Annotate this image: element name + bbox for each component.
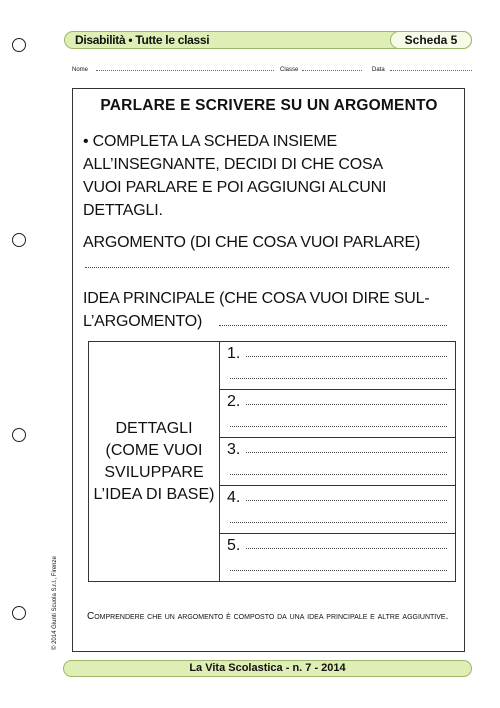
detail-row-2[interactable] (220, 390, 456, 438)
binder-hole-2 (12, 233, 26, 247)
argomento-label: ARGOMENTO (DI CHE COSA VUOI PARLARE) (83, 234, 421, 251)
detail-row-4[interactable] (220, 486, 456, 534)
header-bar (64, 31, 472, 49)
binder-hole-1 (12, 38, 26, 52)
argomento-answer-line[interactable] (85, 267, 449, 268)
detail-row-5[interactable] (220, 534, 456, 582)
classe-label: Classe (280, 67, 299, 73)
details-table (88, 341, 456, 582)
detail-number: 4. (227, 489, 241, 506)
binder-hole-4 (12, 606, 26, 620)
instruction-line: ALL’INSEGNANTE, DECIDI DI CHE COSA (83, 156, 383, 173)
details-label: DETTAGLI (COME VUOI SVILUPPARE L’IDEA DI BASE) (89, 342, 220, 582)
section-label: Disabilità • Tutte le classi (75, 33, 210, 47)
detail-number: 1. (227, 345, 241, 362)
copyright-text: © 2014 Giunti Scuola S.r.l., Firenze (52, 556, 58, 650)
sheet-tab: Scheda 5 (390, 31, 472, 49)
nome-field[interactable] (96, 70, 274, 71)
idea-label-line1: IDEA PRINCIPALE (CHE COSA VUOI DIRE SUL- (83, 290, 430, 307)
detail-row-1[interactable] (220, 342, 456, 390)
instruction (83, 130, 386, 222)
detail-number: 5. (227, 537, 241, 554)
binder-hole-3 (12, 428, 26, 442)
instruction-line: DETTAGLI. (83, 202, 163, 219)
instruction-line: VUOI PARLARE E POI AGGIUNGI ALCUNI (83, 179, 387, 196)
instruction-line: • COMPLETA LA SCHEDA INSIEME (83, 133, 338, 150)
classe-field[interactable] (302, 70, 362, 71)
worksheet-title: PARLARE E SCRIVERE SU UN ARGOMENTO (100, 97, 438, 114)
idea-label-line2: L’ARGOMENTO) (83, 313, 203, 330)
idea-answer-line[interactable] (219, 325, 447, 326)
detail-number: 2. (227, 393, 241, 410)
worksheet (72, 88, 465, 652)
data-field[interactable] (390, 70, 472, 71)
data-label: Data (372, 67, 385, 73)
nome-label: Nome (72, 67, 89, 73)
footer-bar: La Vita Scolastica - n. 7 - 2014 (63, 660, 472, 677)
detail-row-3[interactable] (220, 438, 456, 486)
detail-number: 3. (227, 441, 241, 458)
learning-goal-note: Comprendere che un argomento è composto da una idea principale e altre aggiuntive. (87, 611, 449, 622)
